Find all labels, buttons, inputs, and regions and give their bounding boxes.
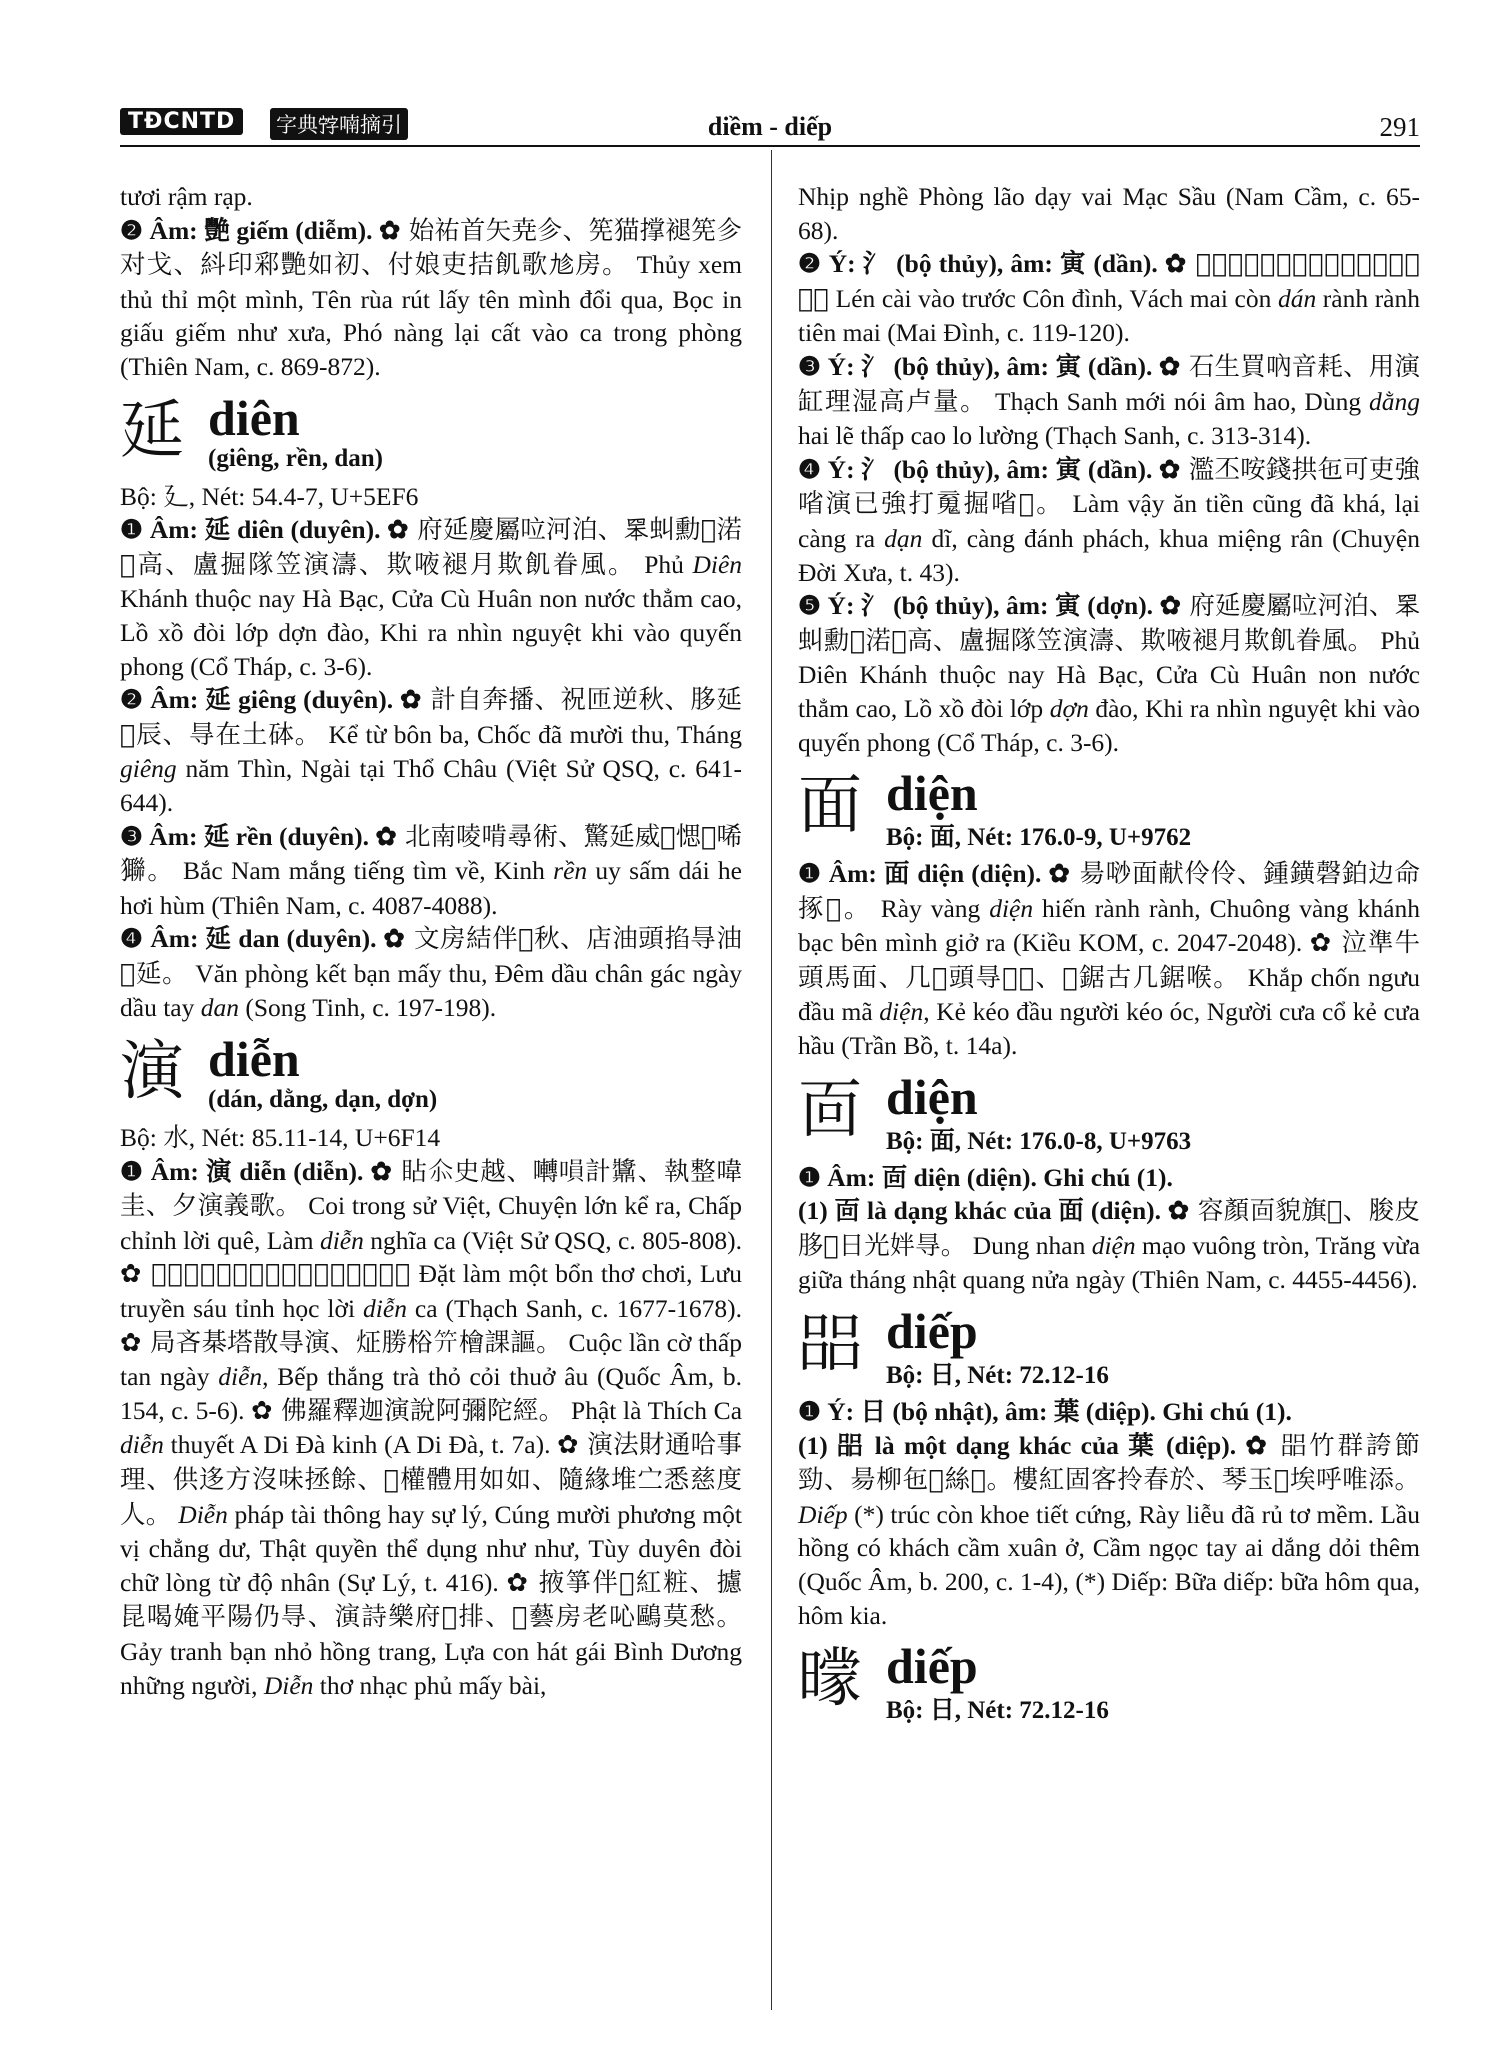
headword: diên [208, 389, 300, 446]
headword: diễn [208, 1031, 300, 1088]
entry-char: 演 [120, 1035, 184, 1110]
radical-line: Bộ: 面, Nét: 176.0-8, U+9763 [886, 1127, 1192, 1155]
right-column [798, 180, 1420, 1730]
entry-head-dien [120, 390, 742, 480]
dictionary-logo: TĐCNTD [120, 108, 243, 135]
sense-dien-3: ❸ Âm: 延 rền (duyên). ✿ 北南㖫啃尋術、驚延威𩆐愢𩿠唏㺦。 Bắc Nam mắng tiếng tìm về, Kinh rền uy sấm dái he hơi hùm (Thiên Nam, c. 4087-4088). [120, 821, 742, 920]
dictionary-logo-hz: 字典𡨸喃摘引 [270, 108, 408, 140]
sense-dien-tilde-3: ❸ Ý: 氵 (bộ thủy), âm: 寅 (dần). ✿ 石生買吶音耗、用演缸理湿高卢量。 Thạch Sanh mới nói âm hao, Dùng dằng hai lẽ thấp cao lo lường (Thạch Sanh, c. 313-314). [798, 351, 1420, 451]
sense-dien-2: ❷ Âm: 延 giêng (duyên). ✿ 計自奔播、祝匝逆秋、䏧延𢆥辰、㝵在土砵。 Kể từ bôn ba, Chốc đã mười thu, Tháng giêng năm Thìn, Ngài tại Thổ Châu (Việt Sử QSQ, c. 641-644). [120, 685, 743, 817]
sense-dien-tilde-2: ❷ Ý: 氵 (bộ thủy), âm: 寅 (dần). ✿ 𨅸掑飢𩯀𡶀亭、壁梅群演伶伶𥱬梅。 Lén cài vào trước Côn đình, Vách mai còn dán rành rành tiên mai (Mai Đình, c. 119-120). [798, 249, 1421, 348]
sense-dien-dot2-1: ❶ Âm: 靣 diện (diện). Ghi chú (1). [798, 1162, 1173, 1192]
entry-head-dien-tilde [120, 1031, 742, 1121]
entry-char: 𣋡 [798, 1642, 862, 1717]
headword: diếp [886, 1638, 978, 1695]
page-header [120, 108, 1420, 148]
entry-char: 面 [798, 769, 862, 844]
radical-line: Bộ: 日, Nét: 72.12-16 [886, 1362, 1109, 1390]
sense-dien-dot-1: ❶ Âm: 面 diện (diện). ✿ 昜唦面献伶伶、鍾鐄磬鉑边命㧻𠷩。 Rày vàng diện hiến rành rành, Chuông vàng khánh bạc bên mình giở ra (Kiều KOM, c. 2047-2048). ✿ 泣準牛頭馬面、几𢯠頭㝵𢯠𩠴、𠊚鋸古几鋸喉。 Khắp chốn ngưu đầu mã diện, Kẻ kéo đầu người kéo óc, Người cưa cổ kẻ cưa hầu (Trần Bồ, t. 14a). [798, 859, 1421, 1061]
sense-dien-4: ❹ Âm: 延 dan (duyên). ✿ 文房結伴𠃣秋、店油頭掐㝵油𠄼延。 Văn phòng kết bạn mấy thu, Đêm dầu chân gác ngày dầu tay dan (Song Tinh, c. 197-198). [120, 924, 743, 1023]
running-title: diềm - diếp [707, 112, 833, 141]
entry-char: 延 [120, 393, 184, 468]
entry-head-diep-2 [798, 1638, 1420, 1730]
variant-readings: (dán, dằng, dạn, dợn) [208, 1086, 438, 1114]
headword: diện [886, 1068, 978, 1125]
entry-head-diep-1 [798, 1303, 1420, 1395]
radical-line: Bộ: 水, Nét: 85.11-14, U+6F14 [120, 1123, 441, 1153]
nom-quote: 始祐首矢尭㐱、筅猫撑褪筅㐱对戈、紏印䣋艷如初、付娘吏拮飢歌𠃩房。 [120, 215, 742, 281]
header-rule [120, 145, 1420, 147]
entry-char: 㗊 [798, 1307, 862, 1382]
headword: diện [886, 765, 978, 822]
entry-head-dien-dot-2 [798, 1069, 1420, 1161]
continuation-text: tươi rậm rạp. [120, 182, 253, 211]
sense-diem-2 [120, 214, 742, 384]
continuation-text: Nhịp nghề Phòng lão dạy vai Mạc Sầu (Nam Cầm, c. 65-68). [798, 182, 1420, 245]
note-dien-dot2: (1) 靣 là dạng khác của 面 (diện). ✿ 容顏靣貌旗𩵜、脧皮䏧𣎃日光姅㝵。 Dung nhan diện mạo vuông tròn, Trăng vừa giữa tháng nhật quang nửa ngày (Thiên Nam, c. 4455-4456). [798, 1196, 1421, 1295]
sense-dien-tilde-1: ❶ Âm: 演 diễn (diễn). ✿ 䀡𠇍史越、囀𠹚計䵼、執整喡圭、夕演義歌。 Coi trong sử Việt, Chuyện lớn kể ra, Chấp chỉnh lời quê, Làm diễn nghĩa ca (Việt Sử QSQ, c. 805-808). ✿ 𡏦夕没本𨁪𨀈、留傳𦒹省學喃課歌。 Đặt làm một bổn thơ chơi, Lưu truyền sáu tỉnh học lời diễn ca (Thạch Sanh, c. 1677-1678). ✿ 局吝棊塔散㝵演、炡勝㭲𥫚檜課謳。 Cuộc lần cờ thấp tan ngày diễn, Bếp thắng trà thỏ cỏi thuở âu (Quốc Âm, b. 154, c. 5-6). ✿ 佛羅釋迦演說阿彌陀經。 Phật là Thích Ca diễn thuyết A Di Đà kinh (A Di Đà, t. 7a). ✿ 演法財通哈事理、供迻方沒味拯餘、𡨹權體用如如、隨緣堆㝉悉慈度人。 Diễn pháp tài thông hay sự lý, Cúng mười phương một vị chẳng dư, Thật quyền thể dụng như như, Tùy duyên đòi chữ lòng từ độ nhân (Sự Lý, t. 416). ✿ 掖箏伴𡮈紅粧、攄昆喝㛪平陽仍㝵、演詩樂府𠃣排、𢯏藝房老吣鷗莫愁。 Gảy tranh bạn nhỏ hồng trang, Lựa con hát gái Bình Dương những người, Diễn thơ nhạc phủ mấy bài, [120, 1156, 743, 1700]
vi-translation: Thủy xem thủ thỉ một mình, Tên rùa rút lấy tên mình đổi qua, Bọc in giấu giếm như xưa, Phó nàng lại cất vào ca trong phòng (Thiên Nam, c. 869-872). [120, 250, 742, 381]
entry-head-dien-dot-1 [798, 765, 1420, 857]
left-column [120, 180, 742, 1702]
radical-line: Bộ: 日, Nét: 72.12-16 [886, 1697, 1109, 1725]
entry-char: 靣 [798, 1072, 862, 1147]
sense-dien-tilde-5: ❺ Ý: 氵 (bộ thủy), âm: 寅 (dợn). ✿ 府延慶屬㕸河泊、𦊚虯勳𡀳渃𣼽高、盧掘隊笠演濤、欺㖡褪月欺飢眷風。 Phủ Diên Khánh thuộc nay Hà Bạc, Cửa Cù Huân non nước thẳm cao, Lồ xồ đòi lớp dợn đào, Khi ra nhìn nguyệt khi vào quyến phong (Cổ Tháp, c. 3-6). [798, 591, 1421, 757]
radical-line: Bộ: 面, Nét: 176.0-9, U+9762 [886, 824, 1192, 852]
headword: diếp [886, 1303, 978, 1360]
sense-dien-1: ❶ Âm: 延 diên (duyên). ✿ 府延慶屬㕸河泊、𦊚虯勳𡀳渃𣼽高、盧掘隊笠演濤、欺㖡褪月欺飢眷風。 Phủ Diên Khánh thuộc nay Hà Bạc, Cửa Cù Huân non nước thẳm cao, Lồ xồ đòi lớp dợn đào, Khi ra nhìn nguyệt khi vào quyến phong (Cổ Tháp, c. 3-6). [120, 515, 743, 681]
variant-readings: (giêng, rền, dan) [208, 444, 383, 472]
page-number: 291 [1379, 112, 1420, 142]
radical-line: Bộ: 廴, Nét: 54.4-7, U+5EF6 [120, 481, 419, 511]
column-rule [771, 150, 772, 2010]
sense-dien-tilde-4: ❹ Ý: 氵 (bộ thủy), âm: 寅 (dần). ✿ 濫丕咹錢拱㐌可吏強㗂演已強打䰟掘㗂𠿃。 Làm vậy ăn tiền cũng đã khá, lại càng ra dạn dĩ, càng đánh phách, khua miệng rân (Chuyện Đời Xưa, t. 43). [798, 454, 1421, 587]
sense-label: ❷ Âm: 艷 giếm (diễm). ✿ [120, 215, 401, 245]
note-diep-1: (1) 㗊 là một dạng khác của 葉 (diệp). ✿ 㗊竹群誇節勁、昜柳㐌𢭮絲𩛂。樓紅固客拎春於、琴玉𢬣埃呼唯添。 Diếp (*) trúc còn khoe tiết cứng, Rày liễu đã rủ tơ mềm. Lầu hồng có khách cầm xuân ở, Cầm ngọc tay ai dắng dỏi thêm (Quốc Âm, b. 200, c. 1-4), (*) Diếp: Bữa diếp: bữa hôm qua, hôm kia. [798, 1430, 1420, 1630]
sense-diep-1: ❶ Ý: 日 (bộ nhật), âm: 葉 (diệp). Ghi chú (1). [798, 1397, 1292, 1427]
